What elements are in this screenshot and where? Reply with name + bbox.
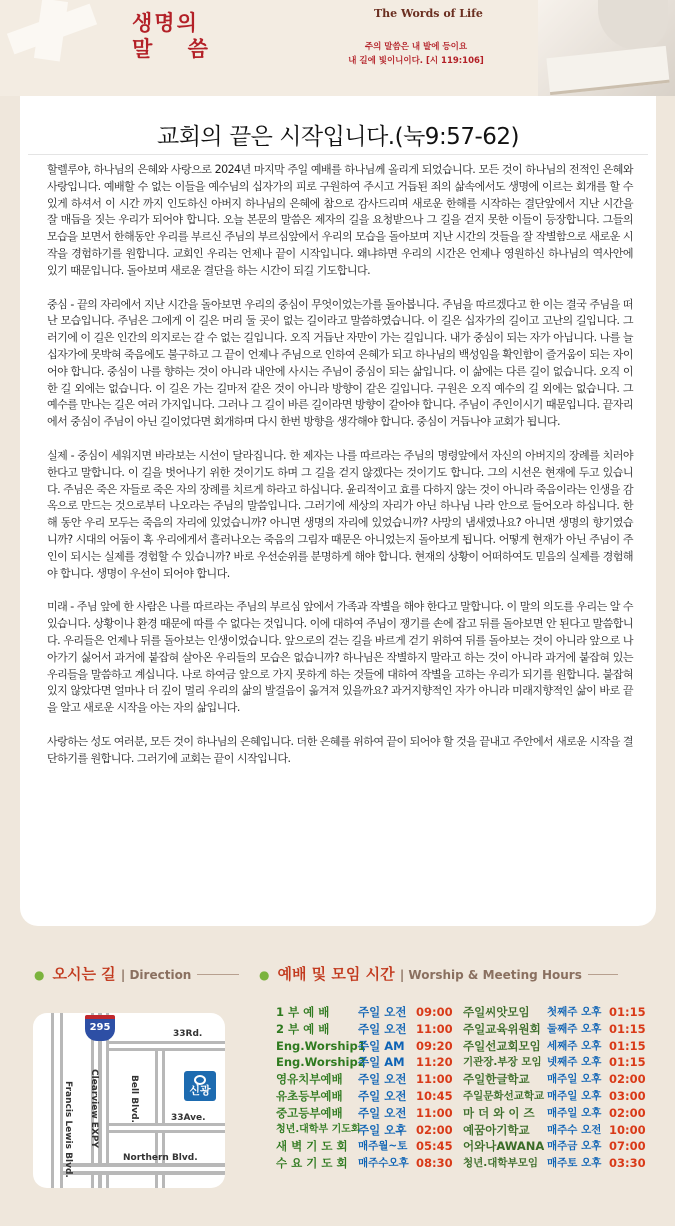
label-francis-lewis: Francis Lewis Blvd. — [63, 1081, 73, 1178]
title-divider — [28, 154, 648, 155]
sermon-card — [20, 96, 656, 926]
meeting-time: 02:00 — [609, 1105, 646, 1120]
schedule-row — [276, 1054, 453, 1071]
schedule-row — [463, 1088, 646, 1105]
meeting-name: 청년.대학부모임 — [463, 1157, 538, 1170]
road-northern-inner — [63, 1167, 225, 1171]
service-time: 09:00 — [416, 1005, 453, 1019]
service-time: 05:45 — [416, 1139, 453, 1154]
meeting-day: 매주일 오후 — [547, 1106, 602, 1119]
meeting-day: 둘째주 오후 — [547, 1022, 602, 1035]
service-day: 주일 오전 — [358, 1072, 407, 1087]
verse-line2: 내 길에 빛이니이다. [시 119:106] — [348, 56, 484, 66]
meeting-time: 03:00 — [609, 1088, 646, 1103]
sermon-paragraph-5: 사랑하는 성도 여러분, 모든 것이 하나님의 은혜입니다. 더한 은혜를 위하여 끝이 되어야 할 것을 끝내고 주안에서 새로운 시작을 결단하기를 원합니다. 그러기에 교회는 끝이 시작입니다. — [47, 734, 633, 765]
schedule-row — [276, 1071, 453, 1088]
label-bell-blvd: Bell Blvd. — [129, 1075, 139, 1123]
sleeve-shape — [598, 0, 668, 50]
service-day: 매주월~토 — [358, 1140, 408, 1153]
service-time: 02:00 — [416, 1122, 453, 1137]
schedule-row — [463, 1155, 646, 1172]
service-time: 11:00 — [416, 1105, 453, 1120]
header-verse — [316, 40, 516, 68]
service-day: 주일 AM — [358, 1038, 405, 1053]
meeting-time: 01:15 — [609, 1038, 646, 1053]
schedule-row — [276, 1155, 453, 1172]
service-name: 1 부 예 배 — [276, 1005, 330, 1019]
label-clearview: Clearview EXPY — [89, 1069, 99, 1149]
meeting-time: 07:00 — [609, 1139, 646, 1154]
meeting-day: 매주수 오전 — [547, 1123, 602, 1136]
schedule-row — [463, 1122, 646, 1139]
meeting-time: 01:15 — [609, 1055, 646, 1070]
worship-title: 예배 및 모임 시간 — [277, 965, 395, 983]
church-logo-icon: 신광 — [184, 1071, 216, 1101]
meeting-name: 어와나AWANA — [463, 1139, 545, 1154]
meeting-day: 넷째주 오후 — [547, 1056, 602, 1069]
heading-rule — [197, 974, 239, 975]
service-name: 청년.대학부 기도회 — [276, 1123, 361, 1135]
directions-title: 오시는 길 — [52, 965, 116, 983]
schedule-row — [276, 1021, 453, 1038]
words-of-life-label: The Words of Life — [374, 7, 483, 20]
service-name: 유초등부예배 — [276, 1088, 343, 1103]
service-time: 10:45 — [416, 1088, 453, 1103]
schedule-row — [276, 1122, 453, 1139]
meeting-time: 01:15 — [609, 1021, 646, 1036]
sermon-paragraph-3: 실제 - 중심이 세워지면 바라보는 시선이 달라집니다. 한 제자는 나를 따르라는 주님의 명령앞에서 자신의 아버지의 장례를 치러야 한다고 말합니다. 이 길을 벗어나기 위한 것이기도 하며 그 길을 걷지 않겠다는 것이기도 합니다. 그의 시선은 현재에 두고 있습니다. 주님은 죽은 자들로 죽은 자의 장례를 치르게 하라고 하십니다. 윤리적이고 효를 다하지 않는 것이 아니라 죽음이라는 인생을 감옥으로 만드는 것으로부터 나오라는 주님의 말씀입니다. 그러기에 세상의 자리가 아닌 하나님 나라 안으로 들어오라 하십니다. 한해 동안 우리 모두는 죽음의 자리에 있었습니까? 아니면 생명의 자리에 있었습니까? 사망의 냄새였나요? 아니면 생명의 향기였습니까? 시대의 어둠이 혹 우리에게서 흘러나오는 죽음의 그림자 때문은 아니었는지 돌아보게 됩니다. 어떻게 현재가 아닌 주님이 주인이 되시는 실제를 경험할 수 있습니까? 바로 우선순위를 분명하게 해야 합니다. 현재의 상황이 어떠하여도 믿음의 실제를 경험해야 합니다. 생명이 우선이 되어야 합니다. — [47, 448, 633, 580]
praying-hands-image — [538, 0, 675, 96]
meeting-day: 세째주 오후 — [547, 1039, 602, 1052]
meeting-name: 기관장.부장 모임 — [463, 1056, 542, 1069]
service-name: 수 요 기 도 회 — [276, 1156, 348, 1171]
sermon-title: 교회의 끝은 시작입니다.(눅9:57-62) — [157, 124, 519, 150]
worship-title-en: | Worship & Meeting Hours — [399, 968, 582, 982]
schedule-row — [276, 1138, 453, 1155]
schedule-row — [276, 1038, 453, 1055]
service-day: 주일 오전 — [358, 1021, 407, 1036]
meeting-name: 주일선교회모임 — [463, 1038, 541, 1053]
meeting-day: 첫째주 오후 — [547, 1006, 602, 1018]
interstate-295-shield: 295 — [85, 1015, 115, 1041]
directions-heading — [34, 963, 239, 984]
bullet-icon: ● — [34, 968, 45, 982]
meeting-day: 매주금 오후 — [547, 1140, 602, 1153]
meeting-name: 주일한글학교 — [463, 1072, 530, 1087]
meeting-day: 매주일 오후 — [547, 1089, 602, 1102]
schedule-row — [463, 1021, 646, 1038]
service-day: 주일 오전 — [358, 1088, 407, 1103]
meeting-time: 10:00 — [609, 1122, 646, 1137]
service-name: 새 벽 기 도 회 — [276, 1139, 348, 1154]
service-name: 중고등부예배 — [276, 1105, 343, 1120]
service-day: 주일 오후 — [358, 1122, 407, 1137]
schedule-row — [463, 1105, 646, 1122]
service-day: 주일 오전 — [358, 1105, 407, 1120]
meeting-name: 예꿈아기학교 — [463, 1122, 530, 1137]
meeting-name: 주일교육위원회 — [463, 1021, 541, 1036]
heading-rule — [588, 974, 618, 975]
schedule-row — [463, 1071, 646, 1088]
road-33ave-inner — [109, 1126, 225, 1130]
service-name: Eng.Worship2 — [276, 1055, 366, 1070]
meeting-name: 주일문화선교학교 — [463, 1089, 545, 1102]
service-day: 매주수오후 — [358, 1157, 409, 1170]
bullet-icon: ● — [259, 968, 270, 982]
service-day: 주일 오전 — [358, 1005, 407, 1019]
service-time: 11:20 — [416, 1055, 453, 1070]
schedule-row — [276, 1004, 453, 1021]
brand-line2: 말 씀 — [132, 37, 222, 61]
meeting-time: 03:30 — [609, 1156, 646, 1171]
meeting-time: 01:15 — [609, 1005, 646, 1019]
directions-title-en-text: Direction — [129, 968, 192, 982]
sermon-paragraph-2: 중심 - 끝의 자리에서 지난 시간을 돌아보면 우리의 중심이 무엇이었는가를 돌아봅니다. 주님을 따르겠다고 한 이는 결국 주님을 떠난 모습입니다. 주님은 그에게 이 길은 머리 둘 곳이 없는 길이라고 말씀하였습니다. 이 길은 십자가의 길이고 고난의 길입니다. 그러기에 이 길은 인간의 의지로는 갈 수 없는 길입니다. 오직 거듭난 자만이 가는 길입니다. 내가 중심이 되는 자가 아닙니다. 나를 늘 십자가에 못박혀 죽음에도 불구하고 그 끝이 언제나 주님으로 인하여 은혜가 되고 하나님의 백성임을 확인함이 즐거움이 되는 자이어야 합니다. 중심이 나를 향하는 것이 아니라 내안에 사시는 주님이 중심이 되는 삶입니다. 이 삶에는 다른 길이 없습니다. 오직 이 한 길 외에는 없습니다. 이 길은 가는 길마저 같은 것이 아니라 방향이 같은 길입니다. 구원은 오직 예수의 길 외에는 없습니다. 그 예수를 만나는 길은 여러 가지입니다. 그러나 그 길이 바른 길이라면 방향이 같아야 합니다. 주님이 주인이시기 때문입니다. 끝자리에서 중심이 주님이 아닌 길이었다면 회개하며 다시 한번 방향을 생각해야 합니다. 중심이 거듭나야 교회가 됩니다. — [47, 297, 633, 429]
header-banner — [0, 0, 675, 96]
service-time: 08:30 — [416, 1156, 453, 1171]
label-northern-blvd: Northern Blvd. — [123, 1153, 198, 1163]
meeting-day: 매주토 오후 — [547, 1157, 602, 1170]
worship-heading — [259, 963, 618, 984]
bible-shape — [546, 46, 669, 95]
brand-title — [132, 10, 222, 62]
service-time: 11:00 — [416, 1021, 453, 1036]
road-francis-inner — [54, 1013, 60, 1188]
meeting-time: 02:00 — [609, 1072, 646, 1087]
label-33rd: 33Rd. — [173, 1029, 203, 1039]
meeting-day: 매주일 오후 — [547, 1073, 602, 1086]
sermon-paragraph-4: 미래 - 주님 앞에 한 사람은 나를 따르라는 주님의 부르심 앞에서 가족과 작별을 해야 한다고 말합니다. 이 말의 의도를 우리는 알 수 있습니다. 상황이나 환경 때문에 따를 수 없다는 것입니다. 이에 대하여 주님이 쟁기를 손에 잡고 뒤를 돌아보면 안 된다고 말씀합니다. 우리들은 언제나 뒤를 돌아보는 인생이었습니다. 앞으로의 걷는 길을 바르게 걷기 위하여 뒤를 돌아보는 것이 아니라 앞으로 나아가기 싫어서 과거에 붙잡혀 살아온 우리들의 모습은 없습니까? 하나님은 작별하지 말라고 하는 것이 아니라 과거에 붙잡혀 있는 우리들을 말씀하고 계십니다. 나로 하여금 앞으로 가지 못하게 하는 것들에 대하여 작별을 고하는 우리가 되기를 원합니다. 붙잡혀 있지 않았다면 얼마나 더 깊이 멀리 우리의 삶의 발걸음이 옮겨져 있을까요? 과거지향적인 자가 아니라 미래지향적인 삶이 바로 끝을 알고 새로운 시작을 아는 자의 삶입니다. — [47, 600, 633, 715]
schedule-row — [463, 1038, 646, 1055]
service-time: 09:20 — [416, 1038, 453, 1053]
schedule-left — [276, 1004, 453, 1172]
service-name: Eng.Worship1 — [276, 1038, 366, 1053]
road-33rd-inner — [109, 1044, 225, 1048]
service-time: 11:00 — [416, 1072, 453, 1087]
service-name: 2 부 예 배 — [276, 1021, 330, 1036]
directions-title-en: | Direction — [120, 968, 192, 982]
verse-line1: 주의 말씀은 내 발에 등이요 — [364, 42, 468, 52]
directions-map[interactable] — [33, 1013, 225, 1188]
service-day: 주일 AM — [358, 1055, 405, 1070]
schedule-row — [463, 1138, 646, 1155]
brand-line1: 생명의 — [132, 11, 199, 35]
worship-title-en-text: Worship & Meeting Hours — [408, 968, 582, 982]
meeting-name: 주일씨앗모임 — [463, 1005, 530, 1019]
schedule-row — [276, 1088, 453, 1105]
sermon-body — [47, 162, 633, 785]
service-name: 영유치부예배 — [276, 1072, 343, 1087]
schedule-row — [276, 1105, 453, 1122]
label-33ave: 33Ave. — [171, 1113, 206, 1123]
sermon-paragraph-1: 할렐루야, 하나님의 은혜와 사랑으로 2024년 마지막 주일 예배를 하나님께 올리게 되었습니다. 모든 것이 하나님의 전적인 은혜와 사랑입니다. 예배할 수 없는 이들을 예수님의 십자가의 피로 구원하여 주시고 거듭된 죄의 삶속에서도 생명에 이르는 회개를 할 수 있게 하셔서 이 시간 까지 인도하신 아버지 하나님의 은혜에 참으로 감사드리며 새로운 한해를 시작하는 결단앞에서 지난 시간을 잘 매듭을 짓는 우리가 되어야 합니다. 오늘 본문의 말씀은 제자의 길을 요청받으나 그 길을 걷지 못한 이들이 등장합니다. 그들의 모습을 보면서 한해동안 우리를 부르신 주님의 부르심앞에서 우리의 모습을 돌아보며 지난 시간의 것들을 잘 작별함으로 새로운 시작을 경험하기를 원합니다. 교회인 우리는 언제나 끝이 시작입니다. 왜냐하면 우리의 시간은 언제나 영원하신 하나님의 역사안에 있기 때문입니다. 돌아보며 새로운 결단을 하는 시간이 되길 기도합니다. — [47, 163, 633, 277]
schedule-row — [463, 1054, 646, 1071]
schedule-row — [463, 1004, 646, 1021]
schedule-right — [463, 1004, 646, 1172]
meeting-name: 마 더 와 이 즈 — [463, 1105, 535, 1120]
